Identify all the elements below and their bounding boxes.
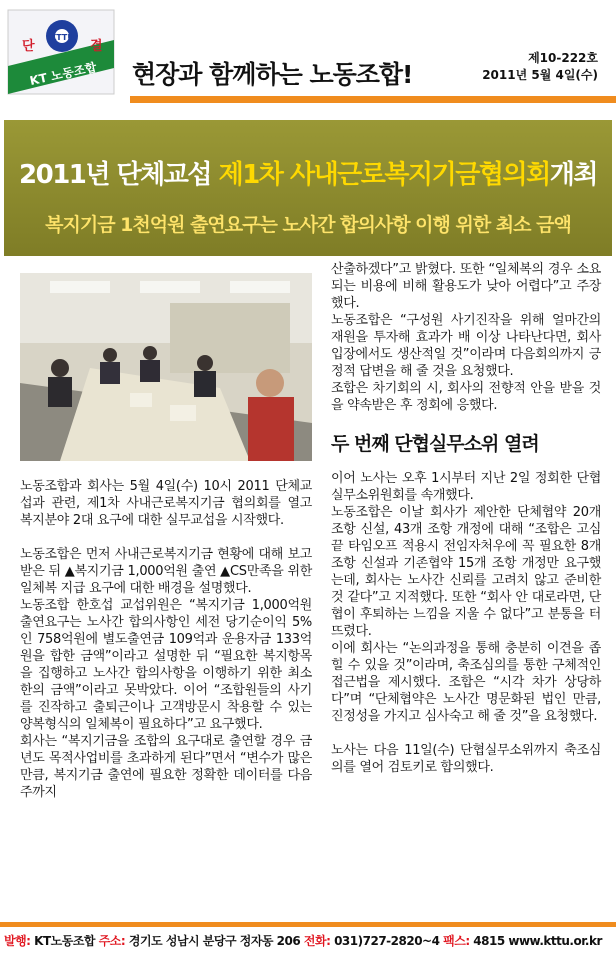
flag-org-text: KT 노동조합: [28, 60, 98, 89]
footer-address: 경기도 성남시 분당구 정자동 206: [125, 934, 304, 948]
slogan: 현장과 함께하는 노동조합!: [132, 60, 413, 89]
headline-post: 개최: [549, 160, 597, 190]
headline-highlight: 제1차 사내근로복지기금협의회: [218, 160, 550, 190]
headline-pre: 2011년 단체교섭: [19, 160, 219, 190]
paragraph: 노동조합은 이날 회사가 제안한 단체협약 20개 조항 신설, 43개 조항 개정에 대해 “조합은 고심끝 타임오프 적용시 전임자처우에 꼭 필요한 8개 조항 신설과 기존협약 15개 조항 개정만 요구했는데, 회사는 노사간 신뢰를 고려치 않고 준비한 것 같다”고 지적했다. 또한 “회사 안 대로라면, 단협이 후퇴하는 느낌을 지울 수 없다”고 분통을 터뜨렸다.: [331, 505, 601, 639]
paragraph: 회사는 “복지기금을 조합의 요구대로 출연할 경우 금년도 목적사업비를 초과하게 된다”면서 “변수가 많은 만큼, 복지기금 출연에 필요한 정확한 데이터를 다음주까지: [20, 734, 312, 800]
paragraph: 조합은 차기회의 시, 회사의 전향적 안을 받을 것을 약속받은 후 정회에 응했다.: [331, 381, 601, 413]
issue-number: 제10-222호: [528, 51, 598, 65]
header-rule: [130, 96, 616, 103]
footer-address-label: 주소:: [98, 934, 126, 948]
paragraph: 노동조합 한호섭 교섭위원은 “복지기금 1,000억원 출연요구는 노사간 합의사항인 세전 당기순이익 5%인 758억원에 별도출연금 109억과 운용자금 133억원을 합한 금액”이라고 설명한 뒤 “필요한 복지항목을 집행하고 노사간 합의사항을 이행하기 위한 최소한의 금액”이라고 못박았다. 이어 “조합원들의 사기를 진작하고 출퇴근이나 고객방문시 착용할 수 있는 양복형식의 일체복이 필요하다”고 요구했다.: [20, 598, 312, 732]
footer-publisher: KT노동조합: [30, 934, 99, 948]
section-title: 두 번째 단협실무소위 열려: [331, 433, 539, 455]
footer-fax-label: 팩스:: [443, 934, 470, 948]
paragraph-gap: [331, 725, 601, 742]
masthead: [0, 0, 616, 104]
meeting-photo: [20, 273, 312, 461]
flag-kttu-text: KTTU: [50, 33, 74, 42]
paragraph: 노사는 다음 11일(수) 단협실무소위까지 축조심의를 열어 검토키로 합의했다.: [331, 743, 601, 775]
paragraph: 노동조합은 “구성원 사기진작을 위해 얼마간의 재원을 투자해 효과가 배 이상 나타난다면, 회사 입장에서도 생산적일 것”이라며 다음회의까지 긍정적 답변을 해 줄 것을 요청했다.: [331, 313, 601, 379]
footer-rule: [0, 922, 616, 927]
paragraph: 이어 노사는 오후 1시부터 지난 2일 정회한 단협실무소위원회를 속개했다.: [331, 471, 601, 503]
footer-publisher-label: 발행:: [4, 934, 31, 948]
footer-phone: 031)727-2820~4: [330, 934, 444, 948]
footer: [4, 932, 616, 949]
article-right-column: [331, 261, 601, 776]
union-flag-logo: [6, 6, 118, 98]
paragraph: 노동조합과 회사는 5월 4일(수) 10시 2011 단체교섭과 관련, 제1차 사내근로복지기금 협의회를 열고 복지분야 2대 요구에 대한 실무교섭을 시작했다.: [20, 479, 312, 528]
headline: [4, 154, 612, 191]
paragraph: 산출하겠다”고 밝혔다. 또한 “일체복의 경우 소요되는 비용에 비해 활용도가 낮아 어렵다”고 주장했다.: [331, 262, 601, 311]
subheadline: 복지기금 1천억원 출연요구는 노사간 합의사항 이행 위한 최소 금액: [45, 214, 571, 236]
footer-phone-label: 전화:: [303, 934, 331, 948]
meeting-photo-illustration: [20, 273, 312, 461]
footer-fax-web: 4815 www.kttu.or.kr: [469, 934, 602, 948]
paragraph: 노동조합은 먼저 사내근로복지기금 현황에 대해 보고받은 뒤 ▲복지기금 1,000억원 출연 ▲CS만족을 위한 일체복 지급 요구에 대한 배경을 설명했다.: [20, 547, 312, 596]
headline-banner: [4, 120, 612, 256]
article-left-column: [20, 478, 312, 801]
paragraph: 이에 회사는 “논의과정을 통해 충분히 이견을 좁힐 수 있을 것”이라며, 축조심의를 통한 구체적인 접근법을 제시했다. 조합은 “시각 차가 상당하다”며 “단체협약은 노사간 명문화된 법인 만큼, 진정성을 가지고 심사숙고 해 줄 것”을 요청했다.: [331, 641, 601, 724]
flag-word-right: 결: [90, 39, 103, 54]
issue-info: [482, 50, 598, 84]
paragraph-gap: [20, 529, 312, 546]
issue-date: 2011년 5월 4일(수): [482, 68, 598, 82]
flag-word-left: 단: [22, 39, 35, 54]
